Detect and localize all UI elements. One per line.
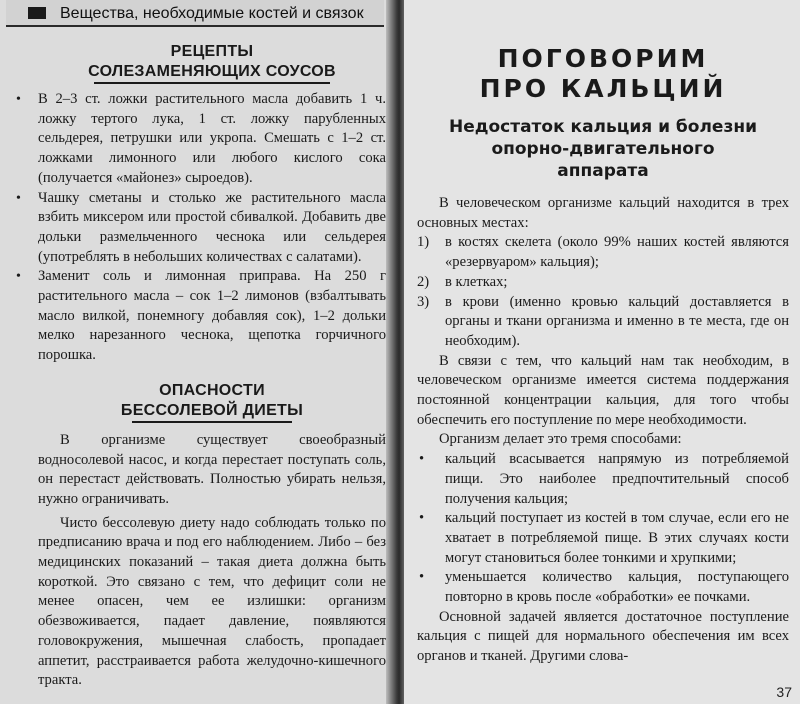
recipes-list [16, 90, 386, 366]
list-item: 2) в клетках; [417, 273, 508, 290]
running-title: Вещества, необходимые костей и связок [60, 5, 364, 22]
bullet-icon: • [419, 510, 425, 527]
list-item: • уменьшается количество кальция, поступающего повторно в кровь после «обработки» ее почками. [419, 569, 789, 606]
recipes-title-rule [94, 82, 330, 84]
locations-list [417, 233, 789, 351]
right-column [417, 44, 789, 667]
paragraph: Основной задачей является достаточное поступление кальция с пищей для нормального обеспечения им всех органов и тканей. Другими слова- [417, 608, 789, 665]
paragraph: В связи с тем, что кальций нам так необходим, в человеческом организме имеется система поддержания постоянной концентрации кальция, для того чтобы обеспечить его поступление по мере необходимости. [417, 352, 789, 428]
subtitle: Недостаток кальция и болезни опорно-двигательного аппарата [448, 117, 757, 181]
list-item: • кальций всасывается напрямую из потребляемой пищи. Это наиболее предпочтительный способ получения кальция; [419, 451, 789, 507]
paragraph: Организм делает это тремя способами: [439, 431, 682, 448]
bullet-icon: • [16, 92, 21, 107]
bullet-icon: • [419, 569, 425, 586]
dangers-title: ОПАСНОСТИ БЕССОЛЕВОЙ ДИЕТЫ [120, 381, 304, 419]
paragraph: Чисто бессолевую диету надо соблюдать только по предписанию врача и под его наблюдением. Либо – без медицинских показаний – такая диета должна быть короткой. Это связано с тем, что дефицит соли не менее опасен, чем ее излишки: организм обезвоживается, падает давление, появляются головокружения, мышечная слабость, пропадает аппетит, расстраивается работа желудочно-кишечного тракта. [38, 514, 386, 689]
ways-list [417, 450, 789, 608]
main-title: ПОГОВОРИМ ПРО КАЛЬЦИЙ [479, 44, 727, 103]
bullet-icon: • [16, 190, 21, 206]
list-item: • В 2–3 ст. ложки растительного масла добавить 1 ч. ложку тертого лука, 1 ст. ложку парубленных сельдерея, петрушки или укропа. Смешать с 1–2 ст. ложками лимонного или любого кислого сока (получается «майонез» сыроедов). [16, 91, 386, 186]
bullet-icon: • [419, 451, 425, 468]
right-page [404, 0, 800, 704]
list-item: • кальций поступает из костей в том случае, если его не хватает в потребляемой пище. В этих случаях кости могут становиться более тонкими и хрупкими; [419, 510, 789, 566]
page-number: 37 [776, 684, 792, 700]
paragraph: В организме существует своеобразный водносолевой насос, и когда перестает поступать соль, он перестаст действовать. Полностью убирать нельзя, нужно ограничивать. [38, 431, 386, 507]
bullet-icon: • [16, 269, 21, 285]
list-item: • Заменит соль и лимонная приправа. На 250 г растительного масла – сок 1–2 лимонов (взбалтывать масло вилкой, понемногу добавляя сок), 1–2 дольки мелко нарезанного чеснока, щепотка горчичного порошка. [16, 268, 386, 364]
left-page [0, 0, 394, 704]
dangers-title-rule [132, 421, 292, 423]
paragraph: В человеческом организме кальций находится в трех основных местах: [417, 195, 789, 231]
recipes-title: РЕЦЕПТЫ СОЛЕЗАМЕНЯЮЩИХ СОУСОВ [88, 43, 336, 80]
running-header [6, 0, 384, 27]
list-item: 1) в костях скелета (около 99% наших костей являются «резервуаром» кальция); [417, 234, 789, 271]
list-item: 3) в крови (именно кровью кальций доставляется в органы и ткани организма и именно в те места, где он необходим). [417, 293, 789, 349]
header-marker [28, 7, 46, 19]
left-column [16, 42, 386, 691]
list-item: • Чашку сметаны и столько же растительного масла взбить миксером или простой сбивалкой. Добавить две дольки размельченного чеснока или сельдерея (употреблять в небольших количествах с салатами). [16, 189, 386, 265]
